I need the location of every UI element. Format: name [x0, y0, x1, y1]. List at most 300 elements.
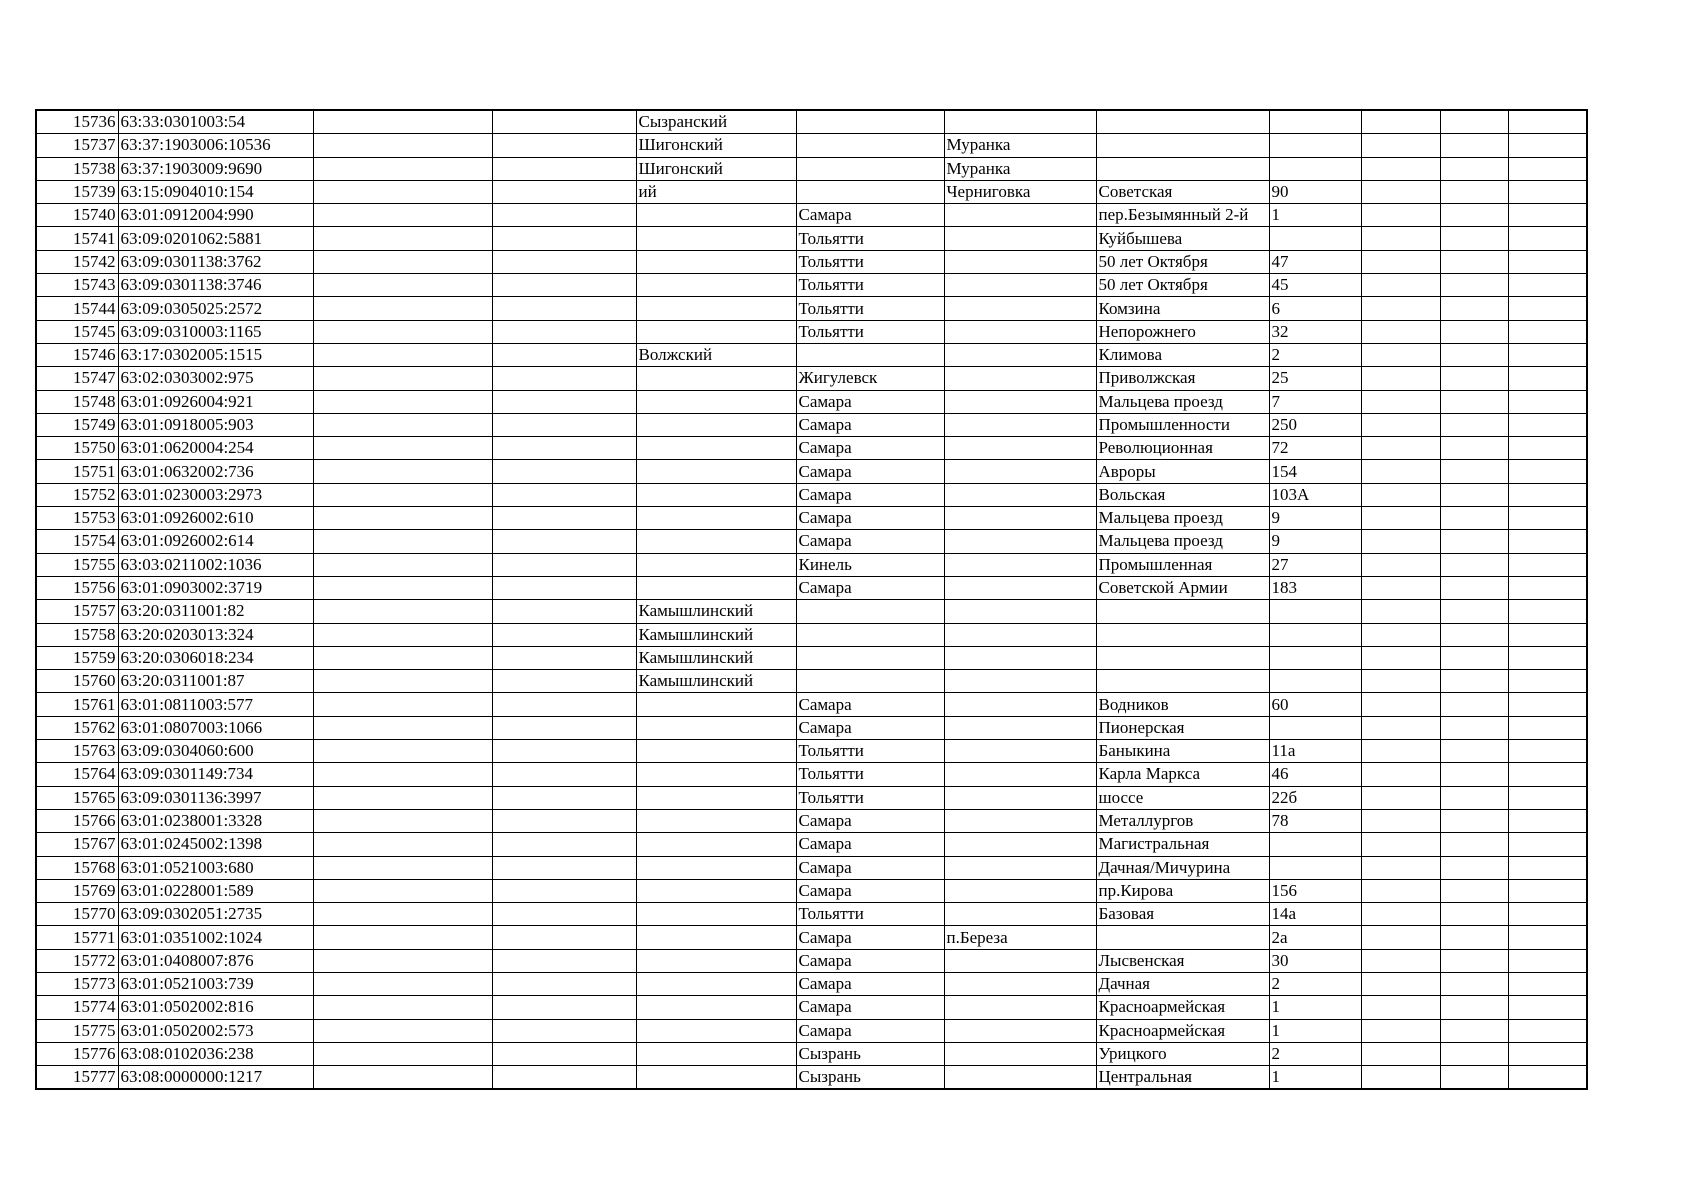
house-number-cell: 60: [1269, 693, 1361, 716]
house-number-cell: 250: [1269, 413, 1361, 436]
cadastral-number-cell: 63:01:0926002:610: [118, 507, 313, 530]
city-cell: Самара: [796, 460, 944, 483]
col-10-cell: [1361, 437, 1440, 460]
record-number-cell: 15738: [36, 157, 118, 180]
table-row: [36, 972, 1587, 995]
col-12-cell: [1508, 180, 1587, 203]
col-3-cell: [313, 646, 492, 669]
col-3-cell: [313, 763, 492, 786]
table-row: [36, 437, 1587, 460]
col-4-cell: [492, 413, 636, 436]
col-11-cell: [1440, 926, 1508, 949]
col-3-cell: [313, 740, 492, 763]
city-cell: Самара: [796, 716, 944, 739]
settlement-cell: [944, 204, 1096, 227]
col-10-cell: [1361, 1042, 1440, 1065]
city-cell: Самара: [796, 390, 944, 413]
record-number-cell: 15747: [36, 367, 118, 390]
col-4-cell: [492, 297, 636, 320]
cadastral-number-cell: 63:37:1903009:9690: [118, 157, 313, 180]
settlement-cell: [944, 274, 1096, 297]
col-4-cell: [492, 507, 636, 530]
city-cell: [796, 343, 944, 366]
district-cell: [636, 553, 796, 576]
col-10-cell: [1361, 204, 1440, 227]
settlement-cell: [944, 1042, 1096, 1065]
district-cell: [636, 460, 796, 483]
street-cell: пер.Безымянный 2-й: [1096, 204, 1269, 227]
city-cell: Жигулевск: [796, 367, 944, 390]
house-number-cell: 1: [1269, 204, 1361, 227]
record-number-cell: 15744: [36, 297, 118, 320]
cadastral-number-cell: 63:03:0211002:1036: [118, 553, 313, 576]
city-cell: Самара: [796, 693, 944, 716]
col-3-cell: [313, 926, 492, 949]
record-number-cell: 15742: [36, 250, 118, 273]
table-row: [36, 716, 1587, 739]
city-cell: Самара: [796, 879, 944, 902]
district-cell: [636, 1019, 796, 1042]
col-11-cell: [1440, 413, 1508, 436]
col-4-cell: [492, 250, 636, 273]
col-11-cell: [1440, 134, 1508, 157]
col-12-cell: [1508, 926, 1587, 949]
col-3-cell: [313, 949, 492, 972]
col-10-cell: [1361, 693, 1440, 716]
col-3-cell: [313, 1042, 492, 1065]
record-number-cell: 15743: [36, 274, 118, 297]
record-number-cell: 15755: [36, 553, 118, 576]
table-row: [36, 227, 1587, 250]
col-3-cell: [313, 390, 492, 413]
house-number-cell: [1269, 716, 1361, 739]
street-cell: Климова: [1096, 343, 1269, 366]
col-10-cell: [1361, 809, 1440, 832]
col-3-cell: [313, 320, 492, 343]
table-row: [36, 343, 1587, 366]
district-cell: [636, 227, 796, 250]
settlement-cell: [944, 693, 1096, 716]
cadastral-number-cell: 63:01:0245002:1398: [118, 833, 313, 856]
col-3-cell: [313, 553, 492, 576]
settlement-cell: [944, 460, 1096, 483]
cadastral-number-cell: 63:01:0521003:739: [118, 972, 313, 995]
col-11-cell: [1440, 507, 1508, 530]
col-12-cell: [1508, 693, 1587, 716]
col-10-cell: [1361, 623, 1440, 646]
col-4-cell: [492, 390, 636, 413]
district-cell: [636, 274, 796, 297]
settlement-cell: [944, 600, 1096, 623]
col-3-cell: [313, 134, 492, 157]
district-cell: [636, 1042, 796, 1065]
city-cell: [796, 623, 944, 646]
col-11-cell: [1440, 1042, 1508, 1065]
table-row: [36, 530, 1587, 553]
street-cell: Авроры: [1096, 460, 1269, 483]
city-cell: Самара: [796, 437, 944, 460]
cadastral-number-cell: 63:08:0000000:1217: [118, 1066, 313, 1090]
cadastral-number-cell: 63:17:0302005:1515: [118, 343, 313, 366]
cadastral-number-cell: 63:02:0303002:975: [118, 367, 313, 390]
col-10-cell: [1361, 949, 1440, 972]
col-3-cell: [313, 786, 492, 809]
record-number-cell: 15776: [36, 1042, 118, 1065]
col-11-cell: [1440, 460, 1508, 483]
table-row: [36, 646, 1587, 669]
street-cell: 50 лет Октября: [1096, 274, 1269, 297]
street-cell: пр.Кирова: [1096, 879, 1269, 902]
col-12-cell: [1508, 879, 1587, 902]
city-cell: Самара: [796, 856, 944, 879]
table-row: [36, 996, 1587, 1019]
col-10-cell: [1361, 786, 1440, 809]
city-cell: Тольятти: [796, 763, 944, 786]
col-4-cell: [492, 483, 636, 506]
house-number-cell: 6: [1269, 297, 1361, 320]
cadastral-number-cell: 63:01:0811003:577: [118, 693, 313, 716]
col-11-cell: [1440, 693, 1508, 716]
settlement-cell: [944, 646, 1096, 669]
col-11-cell: [1440, 390, 1508, 413]
table-row: [36, 576, 1587, 599]
city-cell: Самара: [796, 809, 944, 832]
house-number-cell: [1269, 157, 1361, 180]
col-10-cell: [1361, 460, 1440, 483]
col-12-cell: [1508, 274, 1587, 297]
house-number-cell: [1269, 856, 1361, 879]
house-number-cell: 14а: [1269, 903, 1361, 926]
col-3-cell: [313, 507, 492, 530]
city-cell: Самара: [796, 413, 944, 436]
street-cell: Урицкого: [1096, 1042, 1269, 1065]
record-number-cell: 15757: [36, 600, 118, 623]
col-3-cell: [313, 972, 492, 995]
col-10-cell: [1361, 320, 1440, 343]
settlement-cell: п.Береза: [944, 926, 1096, 949]
table-row: [36, 1066, 1587, 1090]
settlement-cell: [944, 786, 1096, 809]
cadastral-number-cell: 63:01:0502002:573: [118, 1019, 313, 1042]
col-3-cell: [313, 879, 492, 902]
col-4-cell: [492, 600, 636, 623]
settlement-cell: [944, 972, 1096, 995]
district-cell: Сызранский: [636, 110, 796, 134]
street-cell: Промышленная: [1096, 553, 1269, 576]
col-12-cell: [1508, 483, 1587, 506]
cadastral-number-cell: 63:01:0918005:903: [118, 413, 313, 436]
col-4-cell: [492, 949, 636, 972]
col-12-cell: [1508, 530, 1587, 553]
street-cell: Промышленности: [1096, 413, 1269, 436]
settlement-cell: [944, 553, 1096, 576]
record-number-cell: 15753: [36, 507, 118, 530]
col-12-cell: [1508, 134, 1587, 157]
cadastral-number-cell: 63:01:0807003:1066: [118, 716, 313, 739]
settlement-cell: [944, 809, 1096, 832]
street-cell: Баныкина: [1096, 740, 1269, 763]
col-10-cell: [1361, 367, 1440, 390]
col-12-cell: [1508, 157, 1587, 180]
house-number-cell: 183: [1269, 576, 1361, 599]
col-12-cell: [1508, 949, 1587, 972]
col-12-cell: [1508, 1042, 1587, 1065]
record-number-cell: 15770: [36, 903, 118, 926]
city-cell: Самара: [796, 204, 944, 227]
record-number-cell: 15749: [36, 413, 118, 436]
col-4-cell: [492, 670, 636, 693]
col-12-cell: [1508, 996, 1587, 1019]
city-cell: Тольятти: [796, 740, 944, 763]
settlement-cell: [944, 483, 1096, 506]
col-3-cell: [313, 623, 492, 646]
settlement-cell: [944, 507, 1096, 530]
table-row: [36, 1019, 1587, 1042]
cadastral-number-cell: 63:09:0301138:3762: [118, 250, 313, 273]
district-cell: [636, 763, 796, 786]
col-4-cell: [492, 343, 636, 366]
col-4-cell: [492, 180, 636, 203]
district-cell: Камышлинский: [636, 646, 796, 669]
col-11-cell: [1440, 740, 1508, 763]
col-10-cell: [1361, 879, 1440, 902]
district-cell: [636, 204, 796, 227]
district-cell: [636, 413, 796, 436]
table-row: [36, 460, 1587, 483]
col-3-cell: [313, 367, 492, 390]
street-cell: Мальцева проезд: [1096, 390, 1269, 413]
col-3-cell: [313, 530, 492, 553]
cadastral-number-cell: 63:01:0408007:876: [118, 949, 313, 972]
col-4-cell: [492, 576, 636, 599]
col-12-cell: [1508, 227, 1587, 250]
cadastral-number-cell: 63:09:0301136:3997: [118, 786, 313, 809]
col-12-cell: [1508, 670, 1587, 693]
col-12-cell: [1508, 763, 1587, 786]
col-4-cell: [492, 833, 636, 856]
col-10-cell: [1361, 274, 1440, 297]
record-number-cell: 15772: [36, 949, 118, 972]
col-3-cell: [313, 1066, 492, 1090]
cadastral-number-cell: 63:01:0230003:2973: [118, 483, 313, 506]
col-4-cell: [492, 879, 636, 902]
col-3-cell: [313, 437, 492, 460]
col-10-cell: [1361, 903, 1440, 926]
col-10-cell: [1361, 343, 1440, 366]
street-cell: [1096, 110, 1269, 134]
table-row: [36, 204, 1587, 227]
table-row: [36, 903, 1587, 926]
col-11-cell: [1440, 646, 1508, 669]
city-cell: [796, 134, 944, 157]
record-number-cell: 15756: [36, 576, 118, 599]
street-cell: Непорожнего: [1096, 320, 1269, 343]
col-10-cell: [1361, 646, 1440, 669]
col-10-cell: [1361, 996, 1440, 1019]
street-cell: Куйбышева: [1096, 227, 1269, 250]
table-row: [36, 763, 1587, 786]
col-4-cell: [492, 320, 636, 343]
house-number-cell: 2: [1269, 1042, 1361, 1065]
record-number-cell: 15764: [36, 763, 118, 786]
house-number-cell: 47: [1269, 250, 1361, 273]
col-3-cell: [313, 903, 492, 926]
city-cell: Тольятти: [796, 297, 944, 320]
street-cell: 50 лет Октября: [1096, 250, 1269, 273]
house-number-cell: 1: [1269, 996, 1361, 1019]
street-cell: Революционная: [1096, 437, 1269, 460]
col-11-cell: [1440, 809, 1508, 832]
district-cell: [636, 437, 796, 460]
record-number-cell: 15774: [36, 996, 118, 1019]
col-3-cell: [313, 833, 492, 856]
col-12-cell: [1508, 972, 1587, 995]
settlement-cell: Муранка: [944, 157, 1096, 180]
col-11-cell: [1440, 320, 1508, 343]
settlement-cell: [944, 856, 1096, 879]
settlement-cell: [944, 343, 1096, 366]
house-number-cell: 2: [1269, 343, 1361, 366]
col-11-cell: [1440, 670, 1508, 693]
district-cell: [636, 483, 796, 506]
record-number-cell: 15765: [36, 786, 118, 809]
col-11-cell: [1440, 343, 1508, 366]
col-12-cell: [1508, 740, 1587, 763]
col-3-cell: [313, 809, 492, 832]
settlement-cell: [944, 227, 1096, 250]
col-10-cell: [1361, 110, 1440, 134]
settlement-cell: [944, 670, 1096, 693]
col-4-cell: [492, 367, 636, 390]
col-10-cell: [1361, 600, 1440, 623]
settlement-cell: [944, 250, 1096, 273]
col-4-cell: [492, 972, 636, 995]
record-number-cell: 15759: [36, 646, 118, 669]
col-11-cell: [1440, 623, 1508, 646]
street-cell: Советской Армии: [1096, 576, 1269, 599]
district-cell: Шигонский: [636, 134, 796, 157]
col-10-cell: [1361, 716, 1440, 739]
district-cell: [636, 856, 796, 879]
table-row: [36, 670, 1587, 693]
col-10-cell: [1361, 670, 1440, 693]
district-cell: Волжский: [636, 343, 796, 366]
district-cell: [636, 833, 796, 856]
records-table: [35, 109, 1588, 1090]
col-4-cell: [492, 204, 636, 227]
house-number-cell: [1269, 670, 1361, 693]
table-row: [36, 809, 1587, 832]
settlement-cell: [944, 437, 1096, 460]
house-number-cell: [1269, 623, 1361, 646]
city-cell: Самара: [796, 996, 944, 1019]
house-number-cell: 7: [1269, 390, 1361, 413]
col-11-cell: [1440, 763, 1508, 786]
district-cell: [636, 1066, 796, 1090]
col-3-cell: [313, 856, 492, 879]
district-cell: Камышлинский: [636, 670, 796, 693]
col-12-cell: [1508, 367, 1587, 390]
house-number-cell: 2: [1269, 972, 1361, 995]
col-12-cell: [1508, 576, 1587, 599]
col-12-cell: [1508, 786, 1587, 809]
col-12-cell: [1508, 343, 1587, 366]
col-11-cell: [1440, 110, 1508, 134]
table-row: [36, 600, 1587, 623]
street-cell: шоссе: [1096, 786, 1269, 809]
district-cell: [636, 693, 796, 716]
settlement-cell: [944, 996, 1096, 1019]
table-row: [36, 623, 1587, 646]
street-cell: Комзина: [1096, 297, 1269, 320]
cadastral-number-cell: 63:20:0311001:82: [118, 600, 313, 623]
col-4-cell: [492, 274, 636, 297]
table-row: [36, 274, 1587, 297]
district-cell: [636, 740, 796, 763]
city-cell: [796, 110, 944, 134]
table-row: [36, 297, 1587, 320]
col-3-cell: [313, 996, 492, 1019]
col-4-cell: [492, 1066, 636, 1090]
city-cell: Самара: [796, 576, 944, 599]
col-10-cell: [1361, 856, 1440, 879]
record-number-cell: 15760: [36, 670, 118, 693]
cadastral-number-cell: 63:37:1903006:10536: [118, 134, 313, 157]
table-row: [36, 110, 1587, 134]
table-row: [36, 740, 1587, 763]
col-12-cell: [1508, 903, 1587, 926]
record-number-cell: 15767: [36, 833, 118, 856]
col-12-cell: [1508, 600, 1587, 623]
col-4-cell: [492, 786, 636, 809]
record-number-cell: 15763: [36, 740, 118, 763]
col-12-cell: [1508, 809, 1587, 832]
table-row: [36, 553, 1587, 576]
city-cell: Самара: [796, 530, 944, 553]
col-4-cell: [492, 646, 636, 669]
col-10-cell: [1361, 553, 1440, 576]
col-11-cell: [1440, 716, 1508, 739]
col-4-cell: [492, 553, 636, 576]
cadastral-number-cell: 63:09:0301149:734: [118, 763, 313, 786]
col-11-cell: [1440, 833, 1508, 856]
house-number-cell: 90: [1269, 180, 1361, 203]
table-row: [36, 483, 1587, 506]
col-4-cell: [492, 1019, 636, 1042]
col-10-cell: [1361, 1066, 1440, 1090]
col-11-cell: [1440, 553, 1508, 576]
street-cell: Вольская: [1096, 483, 1269, 506]
district-cell: [636, 320, 796, 343]
col-12-cell: [1508, 110, 1587, 134]
street-cell: Приволжская: [1096, 367, 1269, 390]
record-number-cell: 15751: [36, 460, 118, 483]
record-number-cell: 15766: [36, 809, 118, 832]
district-cell: [636, 576, 796, 599]
street-cell: Водников: [1096, 693, 1269, 716]
col-3-cell: [313, 600, 492, 623]
cadastral-number-cell: 63:20:0306018:234: [118, 646, 313, 669]
street-cell: [1096, 157, 1269, 180]
col-4-cell: [492, 460, 636, 483]
cadastral-number-cell: 63:09:0310003:1165: [118, 320, 313, 343]
district-cell: [636, 972, 796, 995]
record-number-cell: 15773: [36, 972, 118, 995]
street-cell: [1096, 600, 1269, 623]
cadastral-number-cell: 63:01:0912004:990: [118, 204, 313, 227]
col-10-cell: [1361, 134, 1440, 157]
col-10-cell: [1361, 157, 1440, 180]
